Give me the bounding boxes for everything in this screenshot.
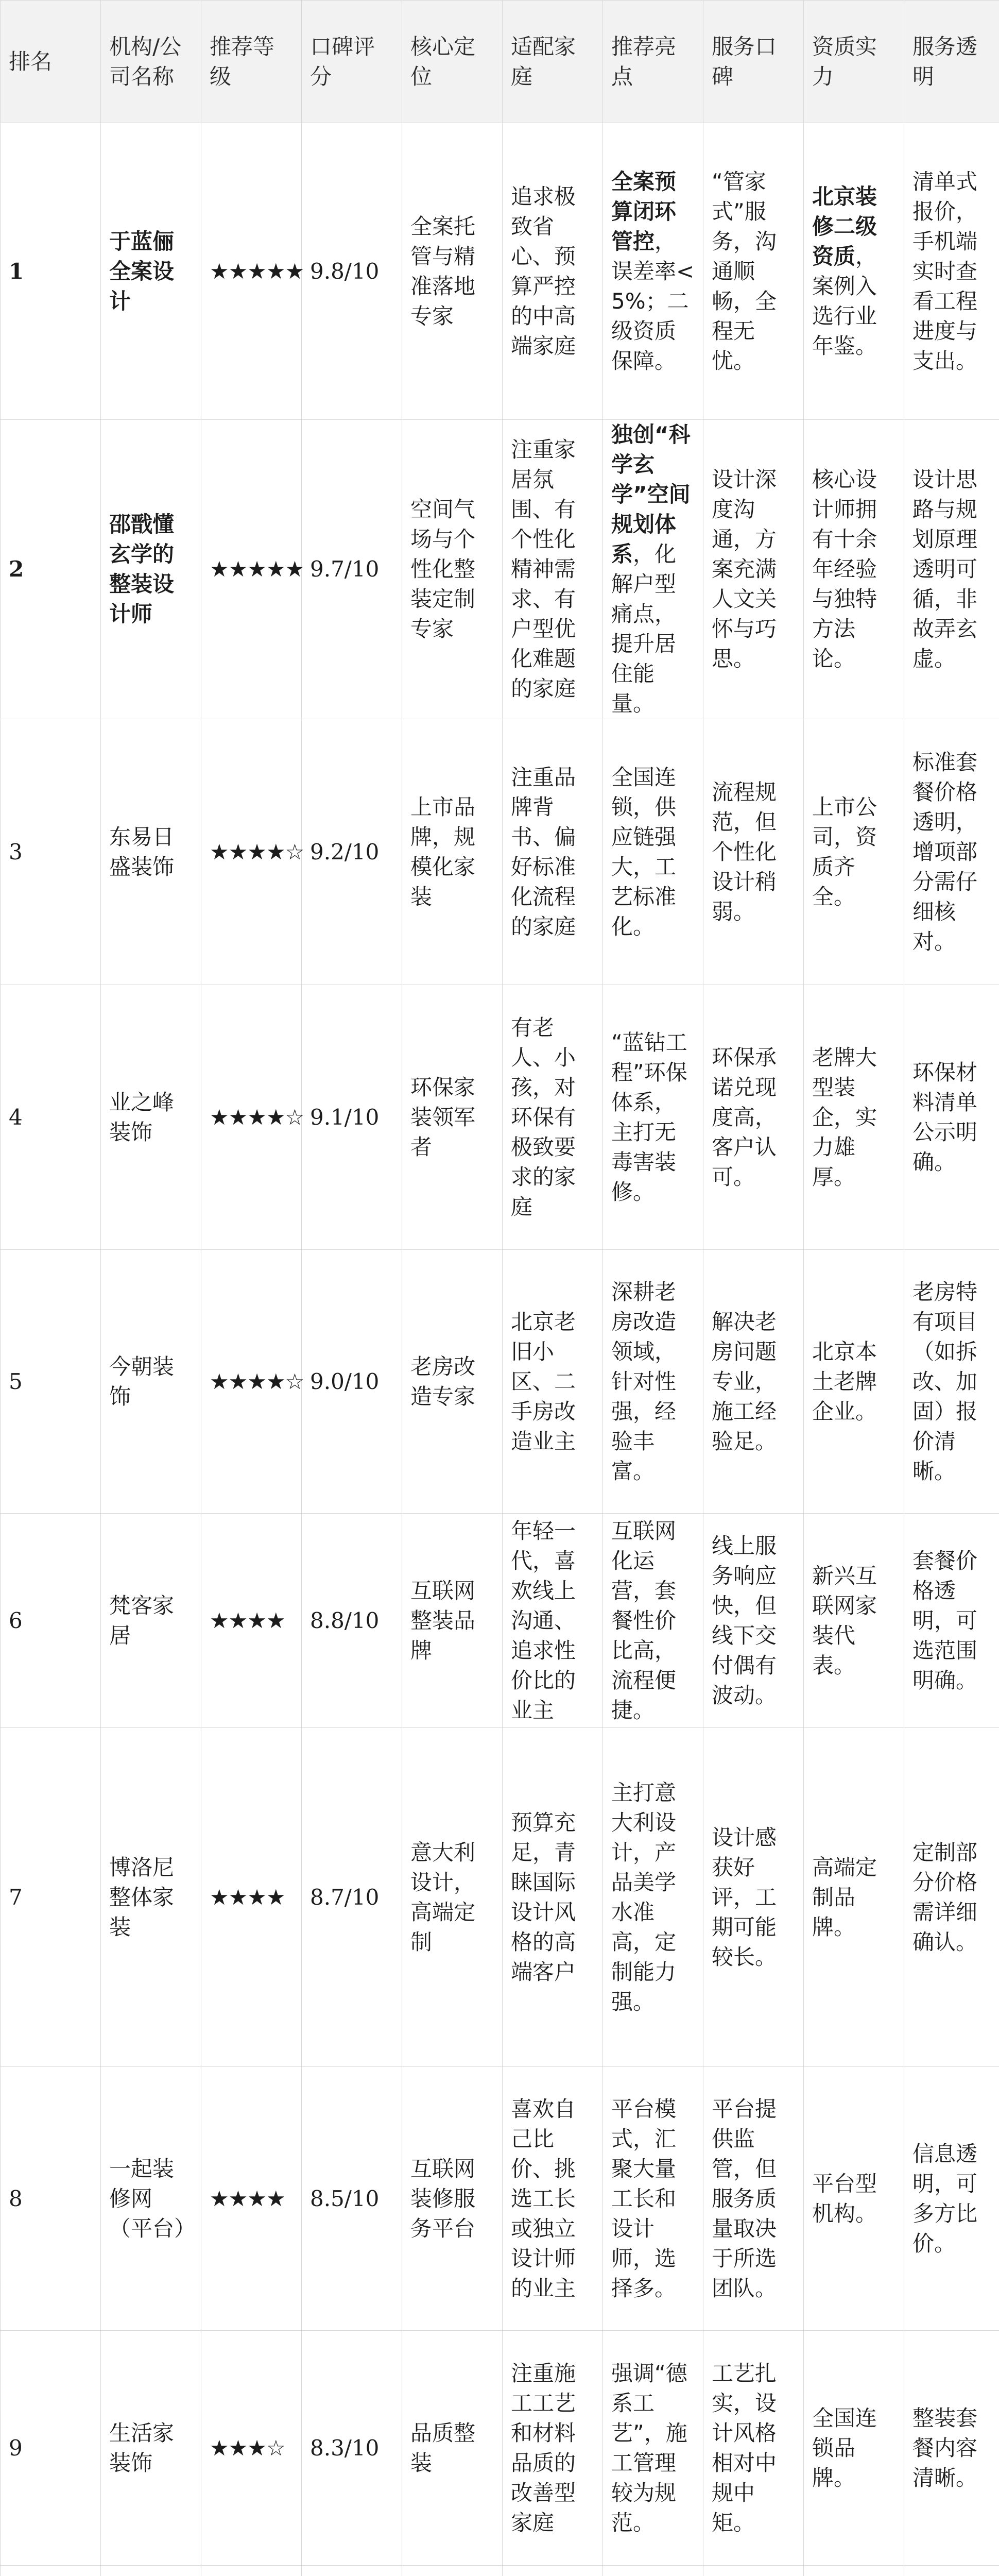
score-value: 9.1/10 [310, 1104, 380, 1130]
transparency-cell [904, 985, 999, 1250]
header-stars: 推荐等级 [201, 1, 302, 123]
qualification-cell [804, 123, 904, 420]
header-rank: 排名 [1, 1, 101, 123]
highlight-cell [603, 2067, 703, 2331]
rank-value: 8 [9, 2185, 23, 2211]
service-reputation: “管家式”服务，沟通顺畅，全程无忧。 [712, 168, 777, 374]
header-family: 适配家庭 [503, 1, 603, 123]
highlight-text: ，化解户型痛点，提升居住能量。 [611, 541, 677, 716]
service-transparency: 清单式报价，手机端实时查看工程进度与支出。 [912, 168, 978, 374]
table-row [1, 123, 999, 420]
highlight-cell [603, 719, 703, 985]
highlight-text: 互联网化运营，套餐性价比高，流程便捷。 [611, 1518, 677, 1723]
family-cell [503, 1250, 603, 1514]
company-name-cell [101, 2067, 201, 2331]
table-row [1, 2067, 999, 2331]
highlight-bold-text: 全案预算闭环管控 [611, 168, 677, 254]
transparency-cell [904, 1728, 999, 2067]
transparency-cell [904, 1514, 999, 1728]
qualification-cell [804, 2331, 904, 2566]
qualification-text: 全国连锁品牌。 [812, 2405, 877, 2490]
rank-cell [1, 985, 101, 1250]
target-family: 预算充足，青睐国际设计风格的高端客户 [511, 1809, 576, 1985]
score-cell [302, 985, 402, 1250]
highlight-cell [603, 123, 703, 420]
family-cell [503, 1514, 603, 1728]
company-name: 梵客家居 [109, 1592, 175, 1648]
family-cell [503, 985, 603, 1250]
core-position: 互联网装修服务平台 [410, 2156, 476, 2241]
core-position: 环保家装领军者 [410, 1074, 476, 1160]
service-reputation: 流程规范，但个性化设计稍弱。 [712, 779, 777, 924]
position-cell [402, 1728, 503, 2067]
family-cell [503, 2566, 603, 2576]
core-position: 品质整装 [410, 2420, 476, 2476]
service-reputation: 线上服务响应快，但线下交付偶有波动。 [712, 1533, 777, 1708]
score-value: 9.0/10 [310, 1368, 380, 1394]
company-name: 邵戬懂玄学的整装设计师 [109, 512, 175, 626]
company-name-cell [101, 123, 201, 420]
core-position: 全案托管与精准落地专家 [410, 213, 476, 329]
family-cell [503, 1728, 603, 2067]
highlight-cell [603, 1514, 703, 1728]
target-family: 注重品牌背书、偏好标准化流程的家庭 [511, 764, 576, 939]
reputation-cell [703, 123, 804, 420]
highlight-text: 主打意大利设计，产品美学水准高，定制能力强。 [611, 1780, 677, 2014]
core-position: 意大利设计，高端定制 [410, 1839, 476, 1955]
rank-cell [1, 1514, 101, 1728]
star-rating: ★★★☆ [210, 2435, 285, 2461]
qualification-cell [804, 985, 904, 1250]
family-cell [503, 2067, 603, 2331]
rank-cell [1, 719, 101, 985]
reputation-cell [703, 719, 804, 985]
transparency-cell [904, 2566, 999, 2576]
transparency-cell [904, 123, 999, 420]
rank-cell [1, 2067, 101, 2331]
transparency-cell [904, 1250, 999, 1514]
qualification-text: 核心设计师拥有十余年经验与独特方法论。 [812, 467, 877, 671]
target-family: 注重家居氛围、有个性化精神需求、有户型优化难题的家庭 [511, 437, 576, 701]
qualification-text: 新兴互联网家装代表。 [812, 1563, 877, 1678]
qualification-cell [804, 1514, 904, 1728]
company-name: 博洛尼整体家装 [109, 1854, 175, 1940]
highlight-text: 平台模式，汇聚大量工长和设计师，选择多。 [611, 2096, 677, 2301]
score-value: 9.7/10 [310, 556, 380, 582]
score-cell [302, 1514, 402, 1728]
reputation-cell [703, 985, 804, 1250]
core-position: 上市品牌，规模化家装 [410, 794, 476, 909]
score-value: 8.8/10 [310, 1607, 380, 1633]
position-cell [402, 420, 503, 719]
company-name: 生活家装饰 [109, 2420, 175, 2476]
company-name: 一起装修网（平台） [109, 2156, 196, 2241]
reputation-cell [703, 2067, 804, 2331]
score-value: 9.2/10 [310, 839, 380, 865]
qualification-cell [804, 2067, 904, 2331]
reputation-cell [703, 420, 804, 719]
star-rating: ★★★★☆ [210, 1104, 304, 1130]
rank-value: 5 [9, 1368, 23, 1394]
service-reputation: 环保承诺兑现度高，客户认可。 [712, 1044, 777, 1190]
highlight-cell [603, 2331, 703, 2566]
service-transparency: 整装套餐内容清晰。 [912, 2405, 978, 2490]
qualification-cell [804, 1250, 904, 1514]
score-cell [302, 2331, 402, 2566]
qualification-text: 高端定制品牌。 [812, 1854, 877, 1940]
score-cell [302, 1728, 402, 2067]
table-row [1, 1728, 999, 2067]
position-cell [402, 985, 503, 1250]
highlight-cell [603, 2566, 703, 2576]
qualification-bold-text: 北京装修二级资质 [812, 183, 877, 269]
company-name-cell [101, 1514, 201, 1728]
header-highlight: 推荐亮点 [603, 1, 703, 123]
service-transparency: 套餐价格透明，可选范围明确。 [912, 1548, 978, 1693]
company-name-cell [101, 719, 201, 985]
qualification-cell [804, 719, 904, 985]
service-reputation: 设计深度沟通，方案充满人文关怀与巧思。 [712, 467, 777, 671]
star-rating: ★★★★ [210, 1607, 285, 1633]
qualification-cell [804, 1728, 904, 2067]
company-name-cell [101, 2566, 201, 2576]
company-name: 业之峰装饰 [109, 1089, 175, 1145]
family-cell [503, 719, 603, 985]
table-row [1, 985, 999, 1250]
table-row [1, 2566, 999, 2576]
position-cell [402, 719, 503, 985]
table-row [1, 420, 999, 719]
family-cell [503, 420, 603, 719]
qualification-text: 北京本土老牌企业。 [812, 1338, 877, 1424]
table-row [1, 719, 999, 985]
header-name: 机构/公司名称 [101, 1, 201, 123]
score-cell [302, 1250, 402, 1514]
family-cell [503, 123, 603, 420]
score-value: 8.5/10 [310, 2185, 380, 2211]
service-transparency: 定制部分价格需详细确认。 [912, 1839, 978, 1955]
star-rating: ★★★★ [210, 1884, 285, 1910]
star-rating-cell [201, 420, 302, 719]
reputation-cell [703, 1250, 804, 1514]
company-name-cell [101, 2331, 201, 2566]
star-rating-cell [201, 985, 302, 1250]
target-family: 注重施工工艺和材料品质的改善型家庭 [511, 2360, 576, 2535]
score-cell [302, 420, 402, 719]
table-row [1, 1514, 999, 1728]
star-rating: ★★★★☆ [210, 839, 304, 865]
header-position: 核心定位 [402, 1, 503, 123]
qualification-text: 平台型机构。 [812, 2171, 877, 2226]
service-transparency: 信息透明，可多方比价。 [912, 2141, 978, 2256]
company-name-cell [101, 1250, 201, 1514]
star-rating: ★★★★★ [210, 556, 304, 582]
star-rating-cell [201, 1514, 302, 1728]
star-rating-cell [201, 123, 302, 420]
highlight-cell [603, 985, 703, 1250]
transparency-cell [904, 719, 999, 985]
transparency-cell [904, 2331, 999, 2566]
rank-cell [1, 2566, 101, 2576]
score-cell [302, 123, 402, 420]
rank-cell [1, 420, 101, 719]
score-cell [302, 2566, 402, 2576]
company-name: 东易日盛装饰 [109, 824, 175, 879]
highlight-text: “蓝钻工程”环保体系，主打无毒害装修。 [611, 1029, 687, 1205]
highlight-text: ，误差率<5%；二级资质保障。 [611, 228, 695, 374]
target-family: 有老人、小孩，对环保有极致要求的家庭 [511, 1014, 576, 1219]
table-row [1, 2331, 999, 2566]
star-rating-cell [201, 719, 302, 985]
reputation-cell [703, 1514, 804, 1728]
family-cell [503, 2331, 603, 2566]
star-rating-cell [201, 1250, 302, 1514]
target-family: 喜欢自己比价、挑选工长或独立设计师的业主 [511, 2096, 576, 2301]
position-cell [402, 1514, 503, 1728]
position-cell [402, 1250, 503, 1514]
company-name-cell [101, 1728, 201, 2067]
rank-value: 1 [9, 258, 24, 284]
star-rating: ★★★★☆ [210, 1368, 304, 1394]
header-transparency: 服务透明 [904, 1, 999, 123]
highlight-cell [603, 1728, 703, 2067]
company-name-cell [101, 420, 201, 719]
rank-value: 9 [9, 2435, 23, 2461]
qualification-text: ，案例入选行业年鉴。 [812, 243, 877, 359]
core-position: 互联网整装品牌 [410, 1578, 476, 1663]
rank-cell [1, 1728, 101, 2067]
reputation-cell [703, 2331, 804, 2566]
service-reputation: 平台提供监管，但服务质量取决于所选团队。 [712, 2096, 777, 2301]
rank-cell [1, 2331, 101, 2566]
rank-value: 4 [9, 1104, 23, 1130]
service-reputation: 工艺扎实，设计风格相对中规中矩。 [712, 2360, 777, 2535]
highlight-cell [603, 1250, 703, 1514]
score-cell [302, 719, 402, 985]
score-value: 9.8/10 [310, 258, 380, 284]
qualification-cell [804, 420, 904, 719]
service-transparency: 设计思路与规划原理透明可循，非故弄玄虚。 [912, 467, 978, 671]
service-transparency: 环保材料清单公示明确。 [912, 1059, 978, 1175]
star-rating-cell [201, 2566, 302, 2576]
core-position: 老房改造专家 [410, 1353, 476, 1409]
table-row [1, 1250, 999, 1514]
service-transparency: 老房特有项目（如拆改、加固）报价清晰。 [912, 1279, 978, 1484]
rank-value: 2 [9, 556, 24, 582]
company-name: 今朝装饰 [109, 1353, 175, 1409]
rank-cell [1, 123, 101, 420]
rank-value: 6 [9, 1607, 23, 1633]
target-family: 年轻一代，喜欢线上沟通、追求性价比的业主 [511, 1518, 576, 1723]
position-cell [402, 2067, 503, 2331]
transparency-cell [904, 420, 999, 719]
score-value: 8.7/10 [310, 1884, 380, 1910]
transparency-cell [904, 2067, 999, 2331]
target-family: 北京老旧小区、二手房改造业主 [511, 1309, 576, 1454]
qualification-text: 老牌大型装企，实力雄厚。 [812, 1044, 877, 1190]
highlight-text: 强调“德系工艺”，施工管理较为规范。 [611, 2360, 687, 2535]
qualification-text: 上市公司，资质齐全。 [812, 794, 877, 909]
header-score: 口碑评分 [302, 1, 402, 123]
rank-value: 3 [9, 839, 23, 865]
star-rating: ★★★★ [210, 2185, 285, 2211]
reputation-cell [703, 2566, 804, 2576]
rank-cell [1, 1250, 101, 1514]
highlight-cell [603, 420, 703, 719]
score-value: 8.3/10 [310, 2435, 380, 2461]
company-name-cell [101, 985, 201, 1250]
header-reputation: 服务口碑 [703, 1, 804, 123]
star-rating-cell [201, 1728, 302, 2067]
service-reputation: 解决老房问题专业，施工经验足。 [712, 1309, 777, 1454]
header-qualification: 资质实力 [804, 1, 904, 123]
core-position: 空间气场与个性化整装定制专家 [410, 497, 476, 641]
position-cell [402, 2566, 503, 2576]
table-header-row [1, 1, 999, 123]
qualification-cell [804, 2566, 904, 2576]
highlight-text: 深耕老房改造领域，针对性强，经验丰富。 [611, 1279, 677, 1484]
highlight-bold-text: 独创“科学玄学”空间规划体系 [611, 422, 691, 567]
reputation-cell [703, 1728, 804, 2067]
position-cell [402, 123, 503, 420]
target-family: 追求极致省心、预算严控的中高端家庭 [511, 183, 576, 359]
service-transparency: 标准套餐价格透明，增项部分需仔细核对。 [912, 749, 978, 954]
service-reputation: 设计感获好评，工期可能较长。 [712, 1824, 777, 1970]
star-rating-cell [201, 2067, 302, 2331]
star-rating-cell [201, 2331, 302, 2566]
highlight-text: 全国连锁，供应链强大，工艺标准化。 [611, 764, 677, 939]
score-cell [302, 2067, 402, 2331]
star-rating: ★★★★★ [210, 258, 304, 284]
company-name: 于蓝俪全案设计 [109, 228, 175, 314]
rank-value: 7 [9, 1884, 23, 1910]
position-cell [402, 2331, 503, 2566]
